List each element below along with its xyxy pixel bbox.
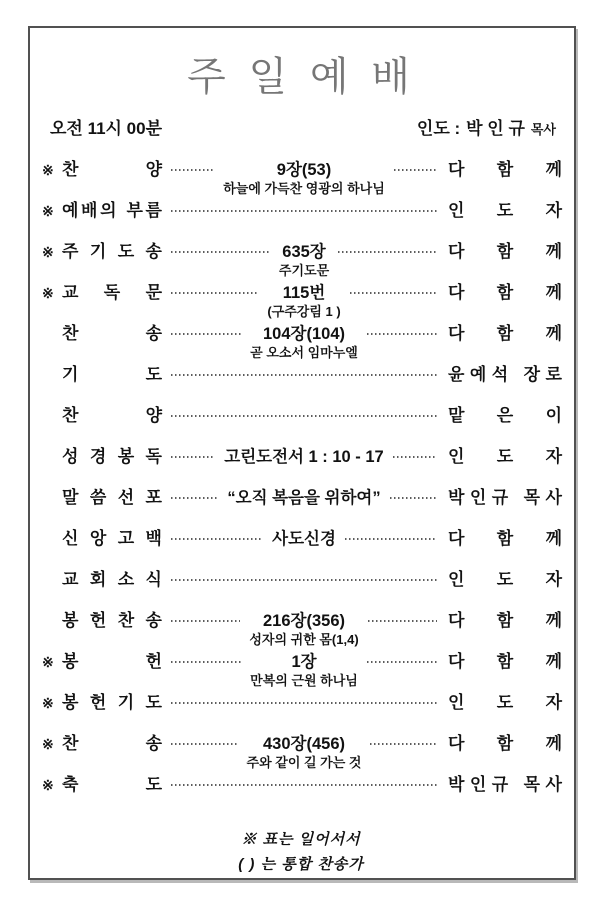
service-time: 오전 11시 00분 [50, 119, 163, 138]
service-item-value: 635장 [282, 243, 326, 261]
standing-marker: ※ [42, 654, 54, 670]
service-item-middle [162, 200, 446, 212]
service-item-value: 1장 [291, 653, 317, 671]
service-item-label: 성 경 봉 독 [62, 447, 162, 466]
dotted-leader [171, 169, 214, 171]
service-item-detail [223, 159, 385, 197]
page-title: 주 일 예 배 [187, 54, 415, 100]
dotted-leader [345, 538, 437, 540]
service-item-subtitle: (구주강림 1 ) [267, 304, 341, 319]
service-item-label: 예 배 의 부 름 [62, 201, 162, 220]
dotted-leader [393, 456, 437, 458]
footnote-standing: ※ 표는 일어서서 [241, 831, 361, 848]
service-item-label: 주 기 도 송 [62, 242, 162, 261]
leader-title: 목사 [530, 122, 556, 137]
service-item-label: 교 회 소 식 [62, 570, 162, 589]
service-item-subtitle: 곧 오소서 임마누엘 [250, 345, 358, 360]
standing-marker: ※ [42, 244, 54, 260]
dotted-leader [171, 743, 238, 745]
service-item-middle [162, 528, 446, 550]
service-item-value: 430장(456) [263, 735, 345, 753]
service-row [40, 159, 562, 200]
service-item-label: 찬 양 [62, 160, 162, 179]
service-item-label: 봉 헌 기 도 [62, 693, 162, 712]
dotted-leader [171, 784, 437, 786]
service-item-label: 교 독 문 [62, 283, 162, 302]
service-item-assignee: 다 함 께 [448, 283, 562, 302]
dotted-leader [367, 661, 437, 663]
service-item-middle [162, 651, 446, 689]
service-item-value: 9장(53) [276, 161, 332, 179]
service-leader [417, 114, 556, 139]
service-item-detail [250, 323, 358, 361]
service-rows [40, 159, 562, 815]
service-item-assignee: 다 함 께 [448, 324, 562, 343]
service-item-value: 104장(104) [263, 325, 345, 343]
service-item-subtitle: 성자의 귀한 몸(1,4) [249, 632, 359, 647]
dotted-leader [171, 292, 258, 294]
service-item-subtitle: 만복의 근원 하나님 [250, 673, 358, 688]
dotted-leader [368, 620, 437, 622]
service-item-label: 찬 송 [62, 324, 162, 343]
service-item-assignee: 다 함 께 [448, 242, 562, 261]
service-row [40, 446, 562, 487]
service-item-label: 봉 헌 [62, 652, 162, 671]
dotted-leader [367, 333, 437, 335]
service-item-assignee: 다 함 께 [448, 734, 562, 753]
service-item-value: 115번 [282, 284, 326, 302]
dotted-leader [171, 702, 437, 704]
service-row [40, 200, 562, 241]
service-item-assignee: 박 인 규 목 사 [448, 488, 562, 507]
service-item-label: 축 도 [62, 775, 162, 794]
footnotes [40, 827, 562, 877]
standing-marker: ※ [42, 162, 54, 178]
service-item-label: 찬 양 [62, 406, 162, 425]
service-item-detail [272, 528, 336, 550]
service-item-subtitle: 하늘에 가득찬 영광의 하나님 [223, 181, 385, 196]
service-row [40, 569, 562, 610]
service-item-label: 말 씀 선 포 [62, 488, 162, 507]
service-item-value: 사도신경 [272, 530, 336, 548]
service-row [40, 733, 562, 774]
dotted-leader [390, 497, 437, 499]
service-row [40, 487, 562, 528]
service-item-assignee: 다 함 께 [448, 529, 562, 548]
service-item-middle [162, 364, 446, 376]
service-item-detail [227, 487, 380, 509]
service-item-label: 신 앙 고 백 [62, 529, 162, 548]
service-item-assignee: 박 인 규 목 사 [448, 775, 562, 794]
service-item-assignee: 다 함 께 [448, 611, 562, 630]
service-item-value: 고린도전서 1 : 10 - 17 [224, 448, 384, 466]
service-item-assignee: 맡 은 이 [448, 406, 562, 425]
dotted-leader [171, 661, 241, 663]
dotted-leader [394, 169, 437, 171]
service-item-subtitle: 주와 같이 길 가는 것 [246, 755, 362, 770]
service-row [40, 405, 562, 446]
service-row [40, 692, 562, 733]
service-row [40, 610, 562, 651]
service-item-assignee: 인 도 자 [448, 201, 562, 220]
leader-name: 박 인 규 [466, 119, 525, 138]
service-header [50, 114, 556, 139]
service-row [40, 651, 562, 692]
service-item-detail [247, 733, 362, 771]
service-item-middle [162, 323, 446, 361]
dotted-leader [171, 497, 218, 499]
bulletin-sheet [28, 26, 576, 880]
dotted-leader [171, 251, 270, 253]
dotted-leader [350, 292, 437, 294]
dotted-leader [171, 620, 240, 622]
service-item-subtitle: 주기도문 [278, 263, 330, 278]
service-row [40, 241, 562, 282]
service-item-detail [250, 651, 358, 689]
leader-prefix: 인도 : [416, 119, 461, 138]
service-row [40, 282, 562, 323]
service-item-assignee: 인 도 자 [448, 693, 562, 712]
service-item-label: 찬 송 [62, 734, 162, 753]
service-item-middle [162, 282, 446, 320]
dotted-leader [171, 333, 241, 335]
dotted-leader [171, 210, 437, 212]
dotted-leader [171, 579, 437, 581]
service-item-label: 봉 헌 찬 송 [62, 611, 162, 630]
service-row [40, 323, 562, 364]
service-item-value: “오직 복음을 위하여” [227, 489, 381, 507]
footnote-hymnal: ( ) 는 통합 찬송가 [238, 856, 364, 873]
dotted-leader [338, 251, 437, 253]
standing-marker: ※ [42, 203, 54, 219]
dotted-leader [370, 743, 437, 745]
service-item-detail [249, 610, 358, 648]
service-item-middle [162, 405, 446, 417]
standing-marker: ※ [42, 695, 54, 711]
service-item-middle [162, 446, 446, 468]
service-item-middle [162, 241, 446, 279]
dotted-leader [171, 374, 437, 376]
service-item-detail [279, 241, 329, 279]
service-item-value: 216장(356) [263, 612, 345, 630]
service-item-middle [162, 610, 446, 648]
service-row [40, 364, 562, 405]
service-item-detail [267, 282, 340, 320]
service-item-middle [162, 569, 446, 581]
service-item-label: 기 도 [62, 365, 162, 384]
standing-marker: ※ [42, 736, 54, 752]
service-item-middle [162, 774, 446, 786]
service-item-middle [162, 733, 446, 771]
standing-marker: ※ [42, 285, 54, 301]
service-row [40, 774, 562, 815]
service-item-assignee: 다 함 께 [448, 652, 562, 671]
dotted-leader [171, 415, 437, 417]
service-item-middle [162, 692, 446, 704]
service-item-assignee: 인 도 자 [448, 447, 562, 466]
service-item-assignee: 다 함 께 [448, 160, 562, 179]
standing-marker: ※ [42, 777, 54, 793]
service-item-middle [162, 159, 446, 197]
service-item-assignee: 인 도 자 [448, 570, 562, 589]
service-row [40, 528, 562, 569]
service-item-middle [162, 487, 446, 509]
service-item-detail [224, 446, 384, 468]
dotted-leader [171, 538, 263, 540]
service-item-assignee: 윤 예 석 장 로 [448, 365, 562, 384]
dotted-leader [171, 456, 215, 458]
